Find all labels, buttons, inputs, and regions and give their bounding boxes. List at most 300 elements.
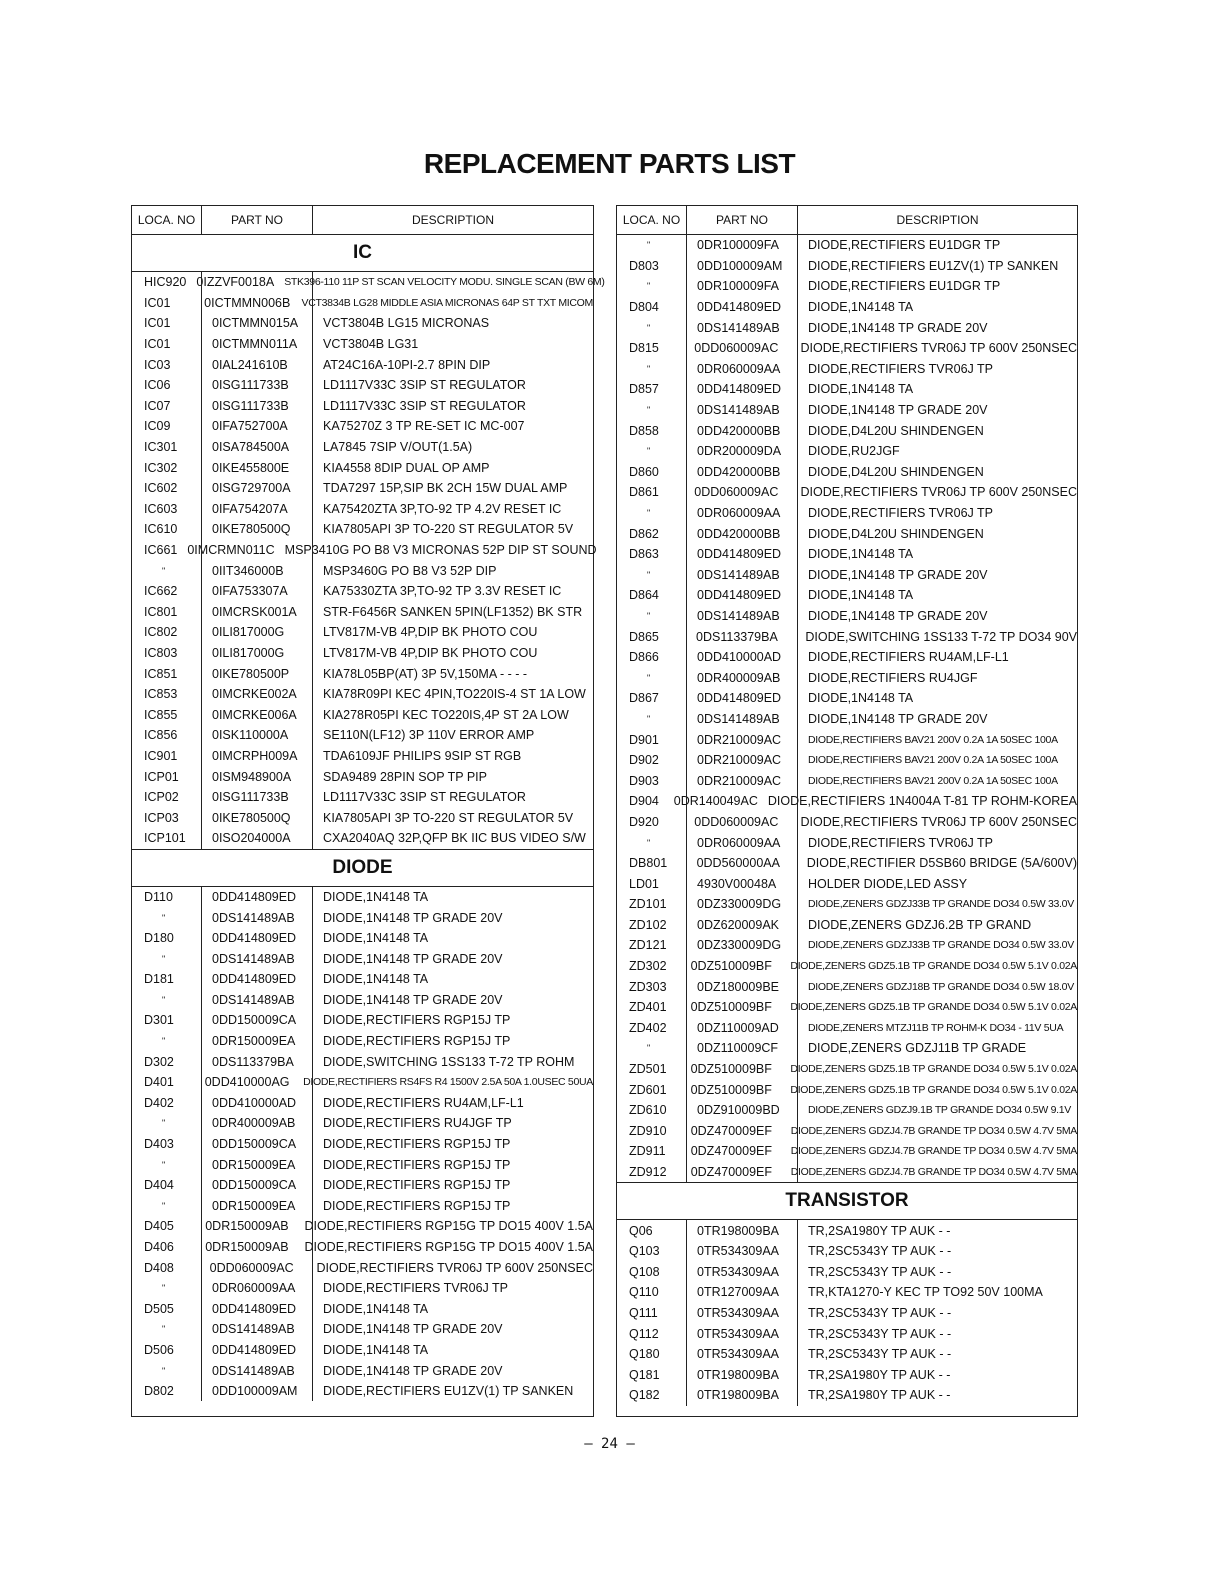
description-cell: DIODE,ZENERS GDZ5.1B TP GRANDE DO34 0.5W 5.1V 0.02A <box>790 1063 1077 1076</box>
loca-no-cell: IC01 <box>144 295 171 310</box>
loca-no-cell: ZD302 <box>629 959 667 974</box>
description-cell: DIODE,1N4148 TA <box>323 1301 429 1316</box>
description-cell: DIODE,ZENERS GDZJ4.7B GRANDE TP DO34 0.5W 4.7V 5MA <box>790 1124 1077 1137</box>
header-description: DESCRIPTION <box>411 213 494 227</box>
part-no-cell: 0IZZVF0018A <box>196 275 275 290</box>
loca-no-cell: D867 <box>629 691 659 706</box>
loca-no-cell: " <box>162 1283 166 1294</box>
part-no-cell: 0IMCRKE002A <box>212 687 297 702</box>
description-cell: DIODE,RU2JGF <box>808 444 900 459</box>
loca-no-cell: IC301 <box>144 440 178 455</box>
loca-no-cell: " <box>647 446 651 457</box>
description-cell: DIODE,D4L20U SHINDENGEN <box>808 526 984 541</box>
description-cell: DIODE,ZENERS GDZJ6.2B TP GRAND <box>808 917 1032 932</box>
loca-no-cell: Q103 <box>629 1244 660 1259</box>
description-cell: KIA4558 8DIP DUAL OP AMP <box>323 460 490 475</box>
description-cell: DIODE,1N4148 TP GRADE 20V <box>808 320 988 335</box>
part-no-cell: 0DZ330009DG <box>697 938 782 953</box>
description-cell: TR,2SA1980Y TP AUK - - <box>808 1223 951 1238</box>
part-no-cell: 0IFA753307A <box>212 584 288 599</box>
description-cell: DIODE,1N4148 TA <box>808 300 914 315</box>
loca-no-cell: IC603 <box>144 501 178 516</box>
part-no-cell: 0DR400009AB <box>697 670 781 685</box>
loca-no-cell: ZD912 <box>629 1165 667 1180</box>
loca-no-cell: ICP03 <box>144 810 179 825</box>
part-no-cell: 0DR150009EA <box>212 1034 296 1049</box>
description-cell: DIODE,SWITCHING 1SS133 T-72 TP DO34 90V <box>805 629 1077 644</box>
description-cell: STR-F6456R SANKEN 5PIN(LF1352) BK STR <box>323 604 583 619</box>
description-cell: KA75330ZTA 3P,TO-92 TP 3.3V RESET IC <box>323 584 562 599</box>
description-cell: KA75420ZTA 3P,TO-92 TP 4.2V RESET IC <box>323 501 562 516</box>
description-cell: KIA278R05PI KEC TO220IS,4P ST 2A LOW <box>323 707 569 722</box>
loca-no-cell: D506 <box>144 1342 174 1357</box>
part-no-cell: 0DZ330009DG <box>697 897 782 912</box>
part-no-cell: 0DS141489AB <box>212 910 295 925</box>
part-no-cell: 0DR210009AC <box>697 753 782 768</box>
description-cell: DIODE,RECTIFIERS RGP15G TP DO15 400V 1.5A <box>304 1240 593 1255</box>
loca-no-cell: " <box>647 610 651 621</box>
table-header <box>132 206 593 235</box>
description-cell: DIODE,ZENERS GDZ5.1B TP GRANDE DO34 0.5W 5.1V 0.02A <box>790 960 1077 973</box>
description-cell: DIODE,RECTIFIERS RGP15J TP <box>323 1157 511 1172</box>
part-no-cell: 0ICTMMN011A <box>212 337 298 352</box>
description-cell: LD1117V33C 3SIP ST REGULATOR <box>323 398 526 413</box>
description-cell: DIODE,ZENERS GDZ5.1B TP GRANDE DO34 0.5W 5.1V 0.02A <box>790 1083 1077 1096</box>
description-cell: VCT3804B LG15 MICRONAS <box>323 316 490 331</box>
description-cell: DIODE,1N4148 TP GRADE 20V <box>808 711 988 726</box>
loca-no-cell: " <box>162 1036 166 1047</box>
loca-no-cell: Q182 <box>629 1388 660 1403</box>
part-no-cell: 0IKE780500Q <box>212 810 291 825</box>
part-no-cell: 0ISA784500A <box>212 440 290 455</box>
part-no-cell: 0DZ510009BF <box>690 1000 772 1015</box>
loca-no-cell: D408 <box>144 1260 174 1275</box>
loca-no-cell: ZD911 <box>629 1144 666 1159</box>
loca-no-cell: Q06 <box>629 1223 653 1238</box>
description-cell: DIODE,ZENERS GDZJ33B TP GRANDE DO34 0.5W 33.0V <box>808 898 1074 911</box>
loca-no-cell: IC610 <box>144 522 178 537</box>
part-no-cell: 0DD414809ED <box>697 588 782 603</box>
table-header <box>617 206 1077 235</box>
loca-no-cell: D505 <box>144 1301 174 1316</box>
header-part-no: PART NO <box>687 206 798 234</box>
part-no-cell: 0DR140049AC <box>673 794 758 809</box>
header-part-no: PART NO <box>202 206 313 234</box>
loca-no-cell: Q110 <box>629 1285 659 1300</box>
part-no-cell: 0DD060009AC <box>694 341 779 356</box>
part-no-cell: 0DZ180009BE <box>697 979 780 994</box>
loca-no-cell: Q181 <box>629 1367 660 1382</box>
part-no-cell: 0DR210009AC <box>697 732 782 747</box>
description-cell: SE110N(LF12) 3P 110V ERROR AMP <box>323 728 535 743</box>
part-no-cell: 0DD410000AG <box>204 1075 290 1090</box>
description-cell: DIODE,1N4148 TA <box>808 547 914 562</box>
loca-no-cell: D406 <box>144 1240 174 1255</box>
part-no-cell: 0DD414809ED <box>212 931 297 946</box>
loca-no-cell: IC802 <box>144 625 178 640</box>
part-no-cell: 0DD060009AC <box>694 485 779 500</box>
description-cell: DIODE,RECTIFIERS BAV21 200V 0.2A 1A 50SEC 100A <box>808 774 1058 787</box>
part-no-cell: 0DD150009CA <box>212 1137 297 1152</box>
description-cell: DIODE,RECTIFIERS RGP15G TP DO15 400V 1.5A <box>304 1219 593 1234</box>
loca-no-cell: IC901 <box>144 748 178 763</box>
loca-no-cell: IC661 <box>144 543 178 558</box>
part-no-cell: 0DR150009EA <box>212 1157 296 1172</box>
description-cell: LD1117V33C 3SIP ST REGULATOR <box>323 378 526 393</box>
description-cell: DIODE,ZENERS GDZJ9.1B TP GRANDE DO34 0.5W 9.1V <box>808 1104 1071 1117</box>
loca-no-cell: ZD402 <box>629 1020 667 1035</box>
loca-no-cell: D401 <box>144 1075 174 1090</box>
description-cell: MSP3460G PO B8 V3 52P DIP <box>323 563 497 578</box>
description-cell: DIODE,1N4148 TP GRADE 20V <box>808 403 988 418</box>
part-no-cell: 0DD414809ED <box>212 1342 297 1357</box>
loca-no-cell: " <box>162 953 166 964</box>
description-cell: AT24C16A-10PI-2.7 8PIN DIP <box>323 357 491 372</box>
description-cell: DIODE,D4L20U SHINDENGEN <box>808 423 984 438</box>
description-cell: SDA9489 28PIN SOP TP PIP <box>323 769 487 784</box>
description-cell: STK396-110 11P ST SCAN VELOCITY MODU. SINGLE SCAN (BW 6M) <box>284 276 605 289</box>
description-cell: DIODE,RECTIFIERS RU4AM,LF-L1 <box>323 1095 524 1110</box>
loca-no-cell: D863 <box>629 547 659 562</box>
part-no-cell: 0DD060009AC <box>209 1260 294 1275</box>
loca-no-cell: D862 <box>629 526 659 541</box>
description-cell: TR,2SC5343Y TP AUK - - <box>808 1326 952 1341</box>
loca-no-cell: " <box>162 1159 166 1170</box>
loca-no-cell: " <box>647 405 651 416</box>
part-no-cell: 0ISG111733B <box>212 790 289 805</box>
loca-no-cell: D861 <box>629 485 659 500</box>
part-no-cell: 0IFA754207A <box>212 501 288 516</box>
description-cell: DIODE,RECTIFIERS TVR06J TP 600V 250NSEC <box>316 1260 593 1275</box>
loca-no-cell: IC855 <box>144 707 178 722</box>
part-no-cell: 0DZ510009BF <box>690 959 772 974</box>
description-cell: DIODE,RECTIFIERS RGP15J TP <box>323 1178 511 1193</box>
description-cell: TR,2SA1980Y TP AUK - - <box>808 1388 951 1403</box>
description-cell: TR,2SC5343Y TP AUK - - <box>808 1264 952 1279</box>
part-no-cell: 0DD414809ED <box>212 972 297 987</box>
description-cell: HOLDER DIODE,LED ASSY <box>808 876 968 891</box>
part-no-cell: 0DS141489AB <box>697 711 780 726</box>
part-no-cell: 0DR400009AB <box>212 1116 296 1131</box>
loca-no-cell: D402 <box>144 1095 174 1110</box>
section-header: IC <box>132 235 593 272</box>
loca-no-cell: " <box>647 322 651 333</box>
loca-no-cell: " <box>647 363 651 374</box>
description-cell: TR,2SA1980Y TP AUK - - <box>808 1367 951 1382</box>
part-no-cell: 0DD560000AA <box>696 856 780 871</box>
loca-no-cell: ZD401 <box>629 1000 667 1015</box>
loca-no-cell: ZD303 <box>629 979 667 994</box>
part-no-cell: 0IIT346000B <box>212 563 284 578</box>
parts-table-left <box>131 205 605 1417</box>
part-no-cell: 0TR198009BA <box>697 1367 780 1382</box>
description-cell: DIODE,RECTIFIERS EU1DGR TP <box>808 238 1001 253</box>
loca-no-cell: D815 <box>629 341 659 356</box>
description-cell: KIA78L05BP(AT) 3P 5V,150MA - - - - <box>323 666 528 681</box>
loca-no-cell: " <box>162 565 166 576</box>
description-cell: DIODE,1N4148 TA <box>808 382 914 397</box>
page-number: – 24 – <box>584 1436 635 1452</box>
header-loca-no: LOCA. NO <box>132 206 202 234</box>
loca-no-cell: IC662 <box>144 584 178 599</box>
part-no-cell: 0DS141489AB <box>697 320 780 335</box>
description-cell: DIODE,ZENERS GDZJ4.7B GRANDE TP DO34 0.5W 4.7V 5MA <box>790 1145 1077 1158</box>
description-cell: DIODE,ZENERS GDZJ11B TP GRADE <box>808 1041 1027 1056</box>
description-cell: DIODE,1N4148 TA <box>323 1342 429 1357</box>
loca-no-cell: D901 <box>629 732 659 747</box>
description-cell: DIODE,RECTIFIERS RU4AM,LF-L1 <box>808 650 1009 665</box>
loca-no-cell: D802 <box>144 1384 174 1399</box>
header-description: DESCRIPTION <box>896 213 979 227</box>
description-cell: LD1117V33C 3SIP ST REGULATOR <box>323 790 526 805</box>
part-no-cell: 0ISM948900A <box>212 769 292 784</box>
description-cell: DIODE,ZENERS MTZJ11B TP ROHM-K DO34 - 11V 5UA <box>808 1021 1064 1034</box>
description-cell: KA75270Z 3 TP RE-SET IC MC-007 <box>323 419 525 434</box>
parts-table-right <box>616 205 1078 1417</box>
part-no-cell: 0IKE455800E <box>212 460 290 475</box>
part-no-cell: 0DZ470009EF <box>690 1165 773 1180</box>
loca-no-cell: IC856 <box>144 728 178 743</box>
part-no-cell: 0DD414809ED <box>697 300 782 315</box>
description-cell: DIODE,1N4148 TP GRADE 20V <box>323 992 503 1007</box>
part-no-cell: 0DS141489AB <box>697 608 780 623</box>
loca-no-cell: " <box>162 912 166 923</box>
loca-no-cell: " <box>162 994 166 1005</box>
part-no-cell: 0DZ510009BF <box>690 1082 772 1097</box>
part-no-cell: 4930V00048A <box>697 876 777 891</box>
loca-no-cell: " <box>647 1043 651 1054</box>
description-cell: DIODE,1N4148 TP GRADE 20V <box>323 1363 503 1378</box>
description-cell: LTV817M-VB 4P,DIP BK PHOTO COU <box>323 625 538 640</box>
part-no-cell: 0DR060009AA <box>212 1281 296 1296</box>
part-no-cell: 0IKE780500Q <box>212 522 291 537</box>
loca-no-cell: D865 <box>629 629 659 644</box>
loca-no-cell: D181 <box>144 972 174 987</box>
part-no-cell: 0DD100009AM <box>212 1384 298 1399</box>
description-cell: DIODE,RECTIFIERS BAV21 200V 0.2A 1A 50SEC 100A <box>808 733 1058 746</box>
loca-no-cell: ZD501 <box>629 1062 667 1077</box>
part-no-cell: 0TR534309AA <box>697 1347 780 1362</box>
loca-no-cell: D904 <box>629 794 659 809</box>
loca-no-cell: " <box>647 837 651 848</box>
description-cell: DIODE,1N4148 TP GRADE 20V <box>323 951 503 966</box>
part-no-cell: 0TR534309AA <box>697 1264 780 1279</box>
part-no-cell: 0ISG111733B <box>212 378 289 393</box>
loca-no-cell: D302 <box>144 1054 174 1069</box>
part-no-cell: 0DS141489AB <box>697 567 780 582</box>
part-no-cell: 0ICTMMN006B <box>204 295 291 310</box>
part-no-cell: 0DD414809ED <box>212 889 297 904</box>
part-no-cell: 0ICTMMN015A <box>212 316 299 331</box>
loca-no-cell: ZD601 <box>629 1082 667 1097</box>
loca-no-cell: IC01 <box>144 316 171 331</box>
description-cell: DIODE,RECTIFIERS EU1ZV(1) TP SANKEN <box>323 1384 574 1399</box>
loca-no-cell: D803 <box>629 258 659 273</box>
loca-no-cell: ZD610 <box>629 1103 667 1118</box>
loca-no-cell: ICP101 <box>144 831 186 846</box>
description-cell: DIODE,RECTIFIERS RS4FS R4 1500V 2.5A 50A 1.0USEC 50UA <box>303 1076 593 1089</box>
part-no-cell: 0DR150009AB <box>205 1219 289 1234</box>
loca-no-cell: Q111 <box>629 1305 658 1320</box>
description-cell: TDA6109JF PHILIPS 9SIP ST RGB <box>323 748 522 763</box>
description-cell: TDA7297 15P,SIP BK 2CH 15W DUAL AMP <box>323 481 568 496</box>
part-no-cell: 0DS113379BA <box>696 629 778 644</box>
part-no-cell: 0DD410000AD <box>697 650 782 665</box>
description-cell: TR,2SC5343Y TP AUK - - <box>808 1244 952 1259</box>
loca-no-cell: D403 <box>144 1137 174 1152</box>
description-cell: DIODE,RECTIFIERS TVR06J TP <box>323 1281 508 1296</box>
loca-no-cell: ZD101 <box>629 897 667 912</box>
table-body <box>132 235 605 1401</box>
loca-no-cell: DB801 <box>629 856 668 871</box>
loca-no-cell: D920 <box>629 814 659 829</box>
loca-no-cell: " <box>647 281 651 292</box>
part-no-cell: 0ILI817000G <box>212 645 285 660</box>
description-cell: DIODE,RECTIFIERS RU4JGF TP <box>323 1116 512 1131</box>
part-no-cell: 0DZ510009BF <box>690 1062 772 1077</box>
description-cell: KIA7805API 3P TO-220 ST REGULATOR 5V <box>323 810 574 825</box>
part-no-cell: 0TR534309AA <box>697 1305 780 1320</box>
part-no-cell: 0DZ470009EF <box>690 1144 773 1159</box>
part-no-cell: 0ISO204000A <box>212 831 291 846</box>
loca-no-cell: " <box>162 1324 166 1335</box>
loca-no-cell: LD01 <box>629 876 659 891</box>
part-no-cell: 0DR060009AA <box>697 361 781 376</box>
loca-no-cell: D804 <box>629 300 659 315</box>
description-cell: DIODE,RECTIFIER D5SB60 BRIDGE (5A/600V) <box>806 856 1077 871</box>
part-no-cell: 0DD150009CA <box>212 1178 297 1193</box>
loca-no-cell: D301 <box>144 1013 174 1028</box>
part-no-cell: 0DR150009AB <box>205 1240 289 1255</box>
loca-no-cell: D857 <box>629 382 659 397</box>
description-cell: KIA7805API 3P TO-220 ST REGULATOR 5V <box>323 522 574 537</box>
loca-no-cell: IC01 <box>144 337 171 352</box>
part-no-cell: 0DD420000BB <box>697 464 781 479</box>
page-title: REPLACEMENT PARTS LIST <box>423 148 796 179</box>
description-cell: TR,2SC5343Y TP AUK - - <box>808 1347 952 1362</box>
loca-no-cell: Q108 <box>629 1264 660 1279</box>
loca-no-cell: IC302 <box>144 460 178 475</box>
description-cell: DIODE,RECTIFIERS RGP15J TP <box>323 1137 511 1152</box>
part-no-cell: 0DS141489AB <box>212 1363 295 1378</box>
description-cell: DIODE,1N4148 TA <box>323 931 429 946</box>
part-no-cell: 0ILI817000G <box>212 625 285 640</box>
description-cell: VCT3804B LG31 <box>323 337 419 352</box>
part-no-cell: 0DD420000BB <box>697 526 781 541</box>
loca-no-cell: ZD910 <box>629 1123 667 1138</box>
description-cell: DIODE,RECTIFIERS TVR06J TP <box>808 361 993 376</box>
loca-no-cell: D110 <box>144 889 173 904</box>
loca-no-cell: D903 <box>629 773 659 788</box>
part-no-cell: 0DR150009EA <box>212 1198 296 1213</box>
description-cell: DIODE,D4L20U SHINDENGEN <box>808 464 984 479</box>
description-cell: DIODE,RECTIFIERS BAV21 200V 0.2A 1A 50SEC 100A <box>808 754 1058 767</box>
part-no-cell: 0DZ620009AK <box>697 917 780 932</box>
description-cell: TR,2SC5343Y TP AUK - - <box>808 1305 952 1320</box>
part-no-cell: 0DZ110009CF <box>697 1041 779 1056</box>
description-cell: DIODE,1N4148 TP GRADE 20V <box>323 1322 503 1337</box>
loca-no-cell: D405 <box>144 1219 174 1234</box>
loca-no-cell: " <box>162 1118 166 1129</box>
description-cell: DIODE,RECTIFIERS RGP15J TP <box>323 1198 511 1213</box>
part-no-cell: 0TR198009BA <box>697 1388 780 1403</box>
loca-no-cell: D404 <box>144 1178 174 1193</box>
description-cell: DIODE,1N4148 TA <box>323 889 429 904</box>
description-cell: DIODE,ZENERS GDZJ18B TP GRANDE DO34 0.5W 18.0V <box>808 980 1074 993</box>
description-cell: DIODE,RECTIFIERS EU1ZV(1) TP SANKEN <box>808 258 1059 273</box>
part-no-cell: 0DD100009AM <box>697 258 783 273</box>
part-no-cell: 0DD420000BB <box>697 423 781 438</box>
description-cell: MSP3410G PO B8 V3 MICRONAS 52P DIP ST SOUND <box>284 543 597 558</box>
loca-no-cell: Q180 <box>629 1347 660 1362</box>
description-cell: DIODE,ZENERS GDZJ33B TP GRANDE DO34 0.5W 33.0V <box>808 939 1074 952</box>
loca-no-cell: IC851 <box>144 666 178 681</box>
loca-no-cell: IC801 <box>144 604 178 619</box>
part-no-cell: 0DS113379BA <box>212 1054 294 1069</box>
part-no-cell: 0DR100009FA <box>697 279 780 294</box>
part-no-cell: 0IFA752700A <box>212 419 288 434</box>
part-no-cell: 0IMCRKE006A <box>212 707 297 722</box>
loca-no-cell: IC602 <box>144 481 178 496</box>
loca-no-cell: " <box>162 1365 166 1376</box>
part-no-cell: 0DD060009AC <box>694 814 779 829</box>
loca-no-cell: " <box>647 240 651 251</box>
loca-no-cell: ICP01 <box>144 769 179 784</box>
description-cell: DIODE,SWITCHING 1SS133 T-72 TP ROHM <box>323 1054 575 1069</box>
loca-no-cell: " <box>647 508 651 519</box>
description-cell: VCT3834B LG28 MIDDLE ASIA MICRONAS 64P ST TXT MICOM <box>301 296 593 309</box>
part-no-cell: 0IAL241610B <box>212 357 288 372</box>
loca-no-cell: ZD121 <box>629 938 667 953</box>
description-cell: DIODE,RECTIFIERS RGP15J TP <box>323 1034 511 1049</box>
loca-no-cell: D180 <box>144 931 174 946</box>
loca-no-cell: " <box>162 1200 166 1211</box>
description-cell: DIODE,1N4148 TP GRADE 20V <box>808 608 988 623</box>
part-no-cell: 0DS141489AB <box>697 403 780 418</box>
section-header: DIODE <box>132 849 593 887</box>
header-loca-no: LOCA. NO <box>617 206 687 234</box>
part-no-cell: 0DR060009AA <box>697 835 781 850</box>
part-no-cell: 0IMCRMN011C <box>187 543 275 558</box>
part-no-cell: 0DR060009AA <box>697 506 781 521</box>
description-cell: DIODE,RECTIFIERS EU1DGR TP <box>808 279 1001 294</box>
description-cell: CXA2040AQ 32P,QFP BK IIC BUS VIDEO S/W <box>323 831 586 846</box>
table-body <box>617 235 1077 1406</box>
part-no-cell: 0ISK110000A <box>212 728 289 743</box>
part-no-cell: 0DD414809ED <box>697 382 782 397</box>
description-cell: DIODE,RECTIFIERS TVR06J TP 600V 250NSEC <box>800 485 1077 500</box>
loca-no-cell: D858 <box>629 423 659 438</box>
description-cell: TR,KTA1270-Y KEC TP TO92 50V 100MA <box>808 1285 1043 1300</box>
part-no-cell: 0TR198009BA <box>697 1223 780 1238</box>
description-cell: KIA78R09PI KEC 4PIN,TO220IS-4 ST 1A LOW <box>323 687 586 702</box>
description-cell: DIODE,RECTIFIERS TVR06J TP 600V 250NSEC <box>800 341 1077 356</box>
loca-no-cell: D864 <box>629 588 659 603</box>
part-no-cell: 0DZ470009EF <box>690 1123 773 1138</box>
description-cell: DIODE,1N4148 TA <box>808 588 914 603</box>
part-no-cell: 0DD414809ED <box>212 1301 297 1316</box>
part-no-cell: 0DZ110009AD <box>697 1020 779 1035</box>
description-cell: DIODE,RECTIFIERS TVR06J TP <box>808 506 993 521</box>
part-no-cell: 0IMCRPH009A <box>212 748 298 763</box>
description-cell: LA7845 7SIP V/OUT(1.5A) <box>323 440 473 455</box>
part-no-cell: 0DD414809ED <box>697 547 782 562</box>
part-no-cell: 0TR534309AA <box>697 1244 780 1259</box>
description-cell: DIODE,RECTIFIERS TVR06J TP <box>808 835 993 850</box>
loca-no-cell: IC803 <box>144 645 178 660</box>
description-cell: DIODE,ZENERS GDZ5.1B TP GRANDE DO34 0.5W 5.1V 0.02A <box>790 1001 1077 1014</box>
description-cell: DIODE,1N4148 TP GRADE 20V <box>323 910 503 925</box>
